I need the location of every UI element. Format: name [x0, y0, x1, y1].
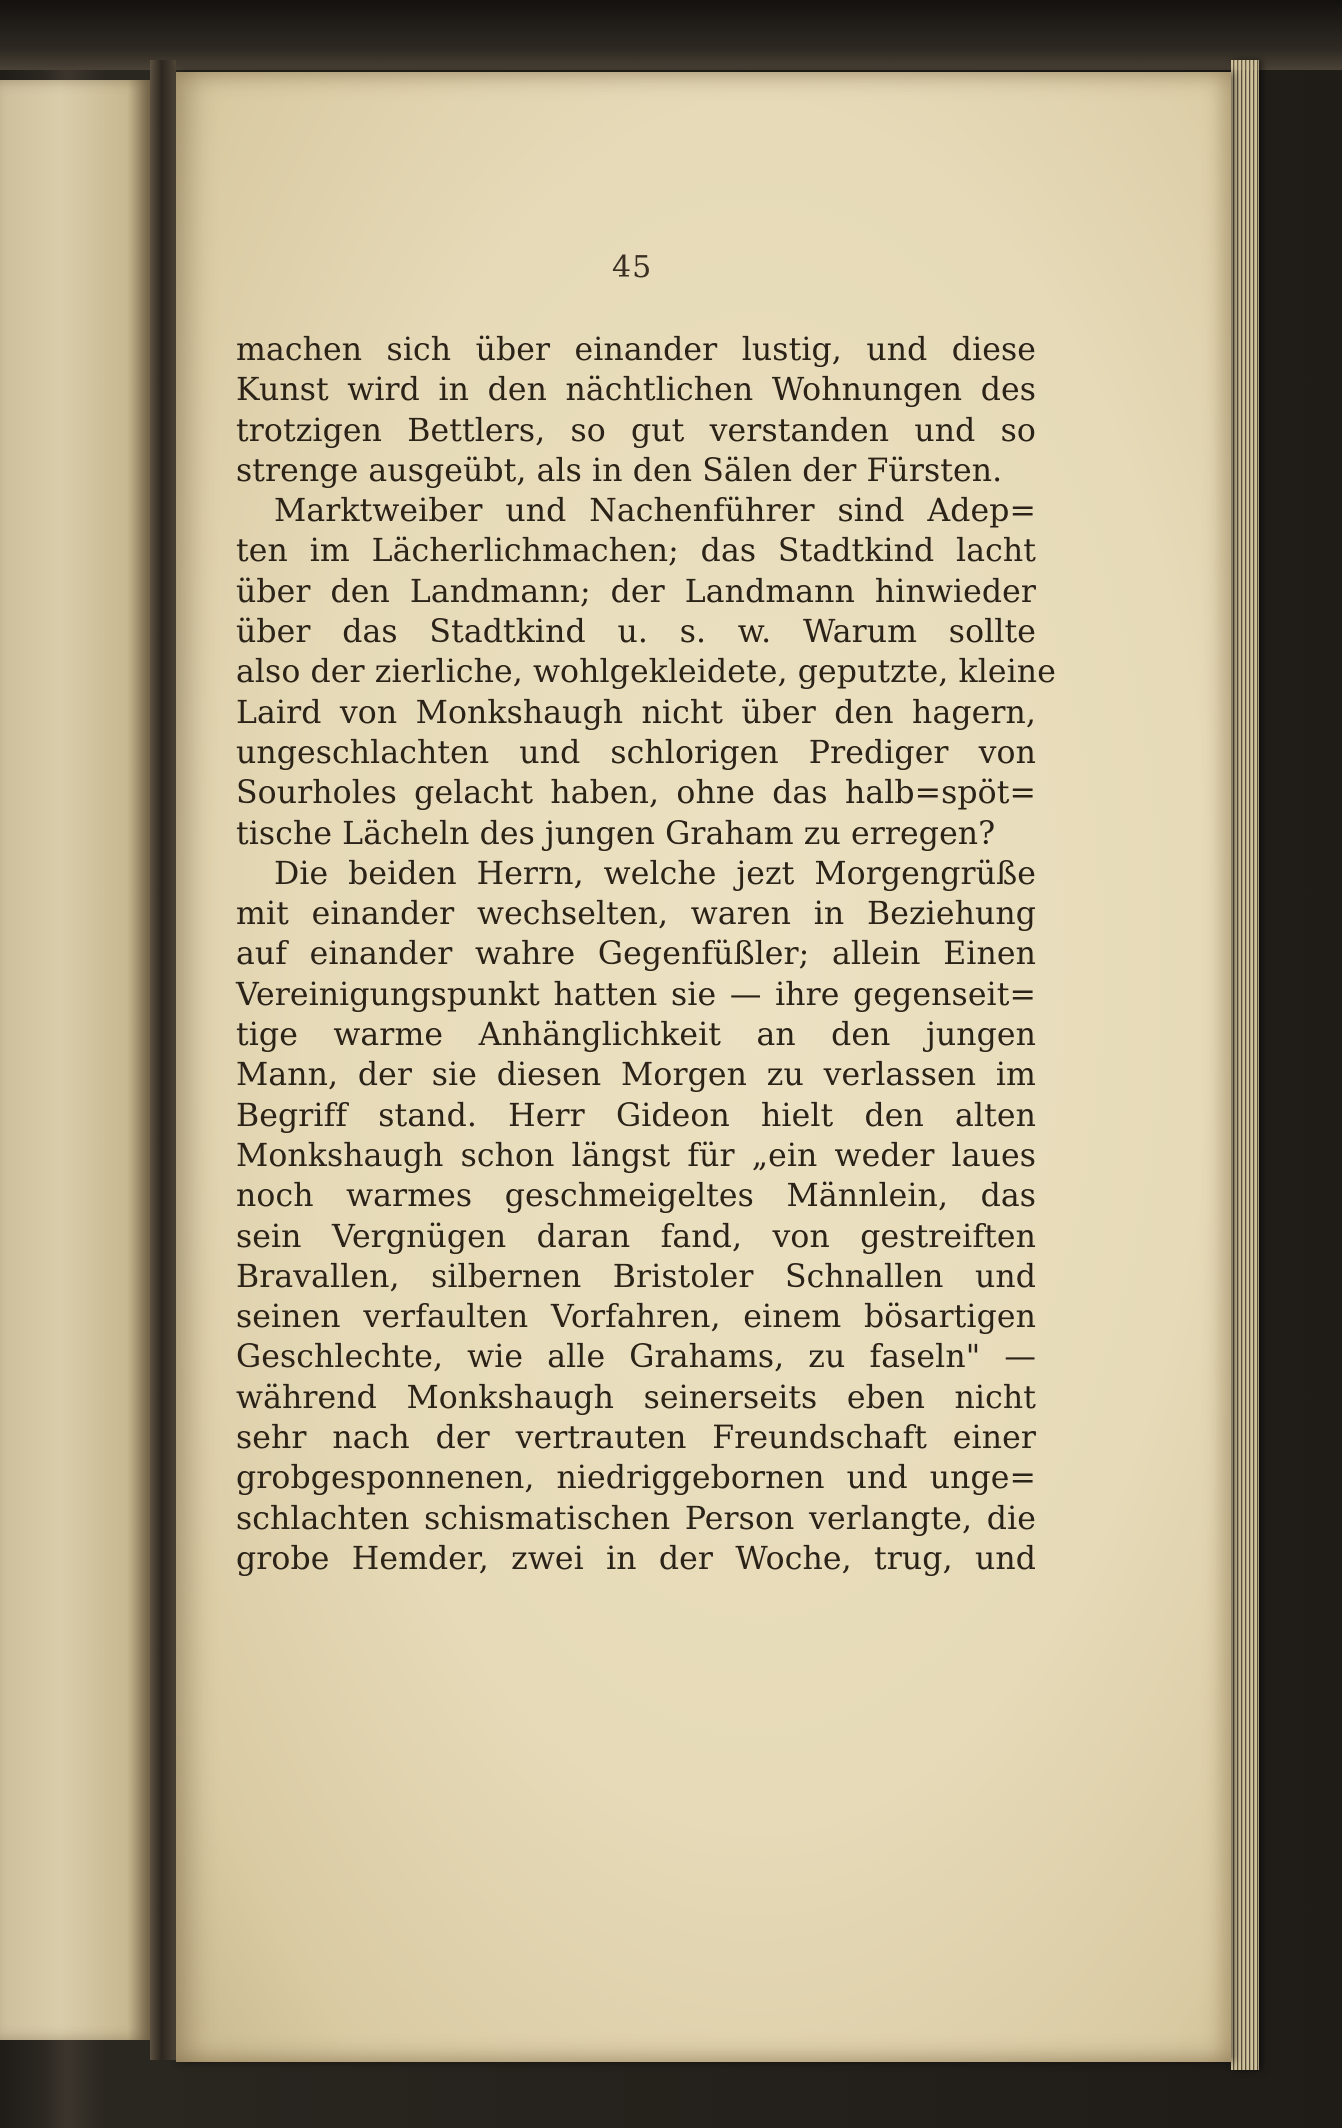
text-line: mit einander wechselten, waren in Beziehung: [236, 896, 1036, 933]
text-line: Monkshaugh schon längst für „ein weder laues: [236, 1137, 1036, 1174]
text-line: also der zierliche, wohlgekleidete, geputzte, kleine: [236, 654, 1056, 691]
book-gutter: [150, 60, 176, 2060]
text-line: Geschlechte, wie alle Grahams, zu faseln" —: [236, 1339, 1036, 1376]
text-line: sein Vergnügen daran fand, von gestreiften: [236, 1218, 1036, 1255]
text-line: über das Stadtkind u. s. w. Warum sollte: [236, 614, 1036, 651]
text-line: schlachten schismatischen Person verlangte, die: [236, 1500, 1036, 1537]
text-line: tige warme Anhänglichkeit an den jungen: [236, 1017, 1036, 1054]
text-line: Kunst wird in den nächtlichen Wohnungen des: [236, 372, 1036, 409]
text-line: ungeschlachten und schlorigen Prediger von: [236, 734, 1036, 771]
text-line: trotzigen Bettlers, so gut verstanden und so: [236, 412, 1036, 449]
text-line: Mann, der sie diesen Morgen zu verlassen im: [236, 1057, 1036, 1094]
text-line: Die beiden Herrn, welche jezt Morgengrüße: [274, 855, 1036, 892]
book-cover-edge: [0, 0, 1342, 70]
text-line: Bravallen, silbernen Bristoler Schnallen und: [236, 1258, 1036, 1295]
text-line: seinen verfaulten Vorfahren, einem bösartigen: [236, 1299, 1036, 1336]
text-line: noch warmes geschmeigeltes Männlein, das: [236, 1178, 1036, 1215]
text-line: Begriff stand. Herr Gideon hielt den alten: [236, 1097, 1036, 1134]
text-line: grobgesponnenen, niedriggebornen und unge=: [236, 1460, 1036, 1497]
text-line: über den Landmann; der Landmann hinwieder: [236, 573, 1036, 610]
text-line: Laird von Monkshaugh nicht über den hagern,: [236, 694, 1036, 731]
text-line: strenge ausgeübt, als in den Sälen der Fürsten.: [236, 452, 1003, 489]
text-line: Vereinigungspunkt hatten sie — ihre gegenseit=: [236, 976, 1036, 1013]
page-number: 45: [612, 250, 653, 285]
previous-page-edge: [0, 80, 150, 2040]
text-line: grobe Hemder, zwei in der Woche, trug, und: [236, 1540, 1036, 1577]
text-line: Sourholes gelacht haben, ohne das halb=spöt=: [236, 775, 1036, 812]
text-line: sehr nach der vertrauten Freundschaft einer: [236, 1420, 1036, 1457]
text-line: Marktweiber und Nachenführer sind Adep=: [274, 493, 1036, 530]
text-line: tische Lächeln des jungen Graham zu erregen?: [236, 815, 996, 852]
text-line: machen sich über einander lustig, und diese: [236, 332, 1036, 368]
text-line: auf einander wahre Gegenfüßler; allein Einen: [236, 936, 1036, 973]
page-block-edges: [1231, 60, 1259, 2070]
page-text: [236, 330, 1056, 1579]
text-line: während Monkshaugh seinerseits eben nicht: [236, 1379, 1036, 1416]
text-line: ten im Lächerlichmachen; das Stadtkind lacht: [236, 533, 1036, 570]
